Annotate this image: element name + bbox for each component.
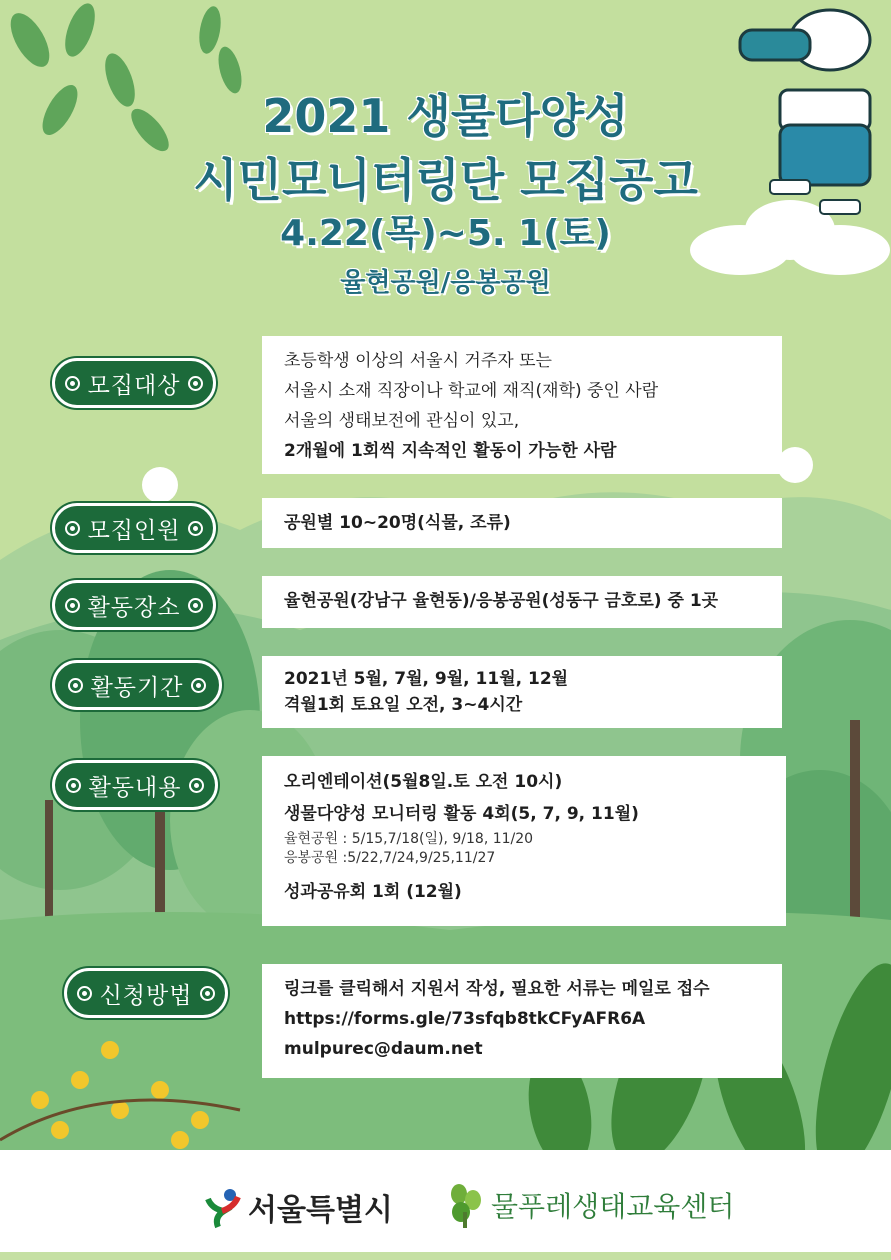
box-line: 오리엔테이션(5월8일.토 오전 10시) xyxy=(284,772,563,792)
box-activities xyxy=(262,756,786,926)
recruitment-dates: 4.22(목)~5. 1(토) xyxy=(280,213,611,254)
box-target xyxy=(262,336,782,474)
box-line: 율현공원(강남구 율현동)/응봉공원(성동구 금호로) 중 1곳 xyxy=(284,591,719,611)
poster-title-line2: 시민모니터링단 모집공고 xyxy=(193,153,698,207)
label-text: 모집대상 xyxy=(87,372,181,399)
bullet-icon xyxy=(79,988,90,999)
seoul-emblem-icon xyxy=(200,1185,244,1229)
box-line: 2021년 5월, 7월, 9월, 11월, 12월 xyxy=(284,669,569,689)
label-text: 신청방법 xyxy=(99,982,193,1009)
label-apply xyxy=(64,968,228,1018)
label-period xyxy=(52,660,222,710)
mulpure-center-logo xyxy=(445,1182,734,1228)
box-line: 초등학생 이상의 서울시 거주자 또는 xyxy=(284,351,552,371)
box-line: 성과공유회 1회 (12월) xyxy=(284,882,462,902)
label-text: 모집인원 xyxy=(87,517,181,544)
box-line: 율현공원 : 5/15,7/18(일), 9/18, 11/20 xyxy=(284,831,534,847)
label-text: 활동장소 xyxy=(87,594,181,621)
box-line: 응봉공원 :5/22,7/24,9/25,11/27 xyxy=(284,850,496,866)
box-location xyxy=(262,576,782,628)
park-names: 율현공원/응봉공원 xyxy=(340,268,551,298)
bullet-icon xyxy=(202,988,213,999)
bullet-icon xyxy=(190,600,201,611)
contact-email[interactable]: mulpurec@daum.net xyxy=(284,1039,483,1059)
bullet-icon xyxy=(68,780,79,791)
bullet-icon xyxy=(190,523,201,534)
seoul-logo-text: 서울특별시 xyxy=(248,1193,393,1228)
box-line: 격월1회 토요일 오전, 3~4시간 xyxy=(284,695,523,715)
bullet-icon xyxy=(67,523,78,534)
footer-bottom-bar xyxy=(0,1252,891,1260)
label-text: 활동기간 xyxy=(90,674,184,701)
box-headcount xyxy=(262,498,782,548)
box-line: 링크를 클릭해서 지원서 작성, 필요한 서류는 메일로 접수 xyxy=(284,979,710,999)
label-headcount xyxy=(52,503,216,553)
seoul-logo xyxy=(200,1185,393,1229)
box-line: 생물다양성 모니터링 활동 4회(5, 7, 9, 11월) xyxy=(284,804,639,824)
box-period xyxy=(262,656,782,728)
bullet-icon xyxy=(191,780,202,791)
poster-title-line1: 2021 생물다양성 xyxy=(262,89,629,143)
bullet-icon xyxy=(193,680,204,691)
label-target xyxy=(52,358,216,408)
box-line: 2개월에 1회씩 지속적인 활동이 가능한 사람 xyxy=(284,441,617,461)
box-line: 서울의 생태보전에 관심이 있고, xyxy=(284,411,520,431)
label-location xyxy=(52,580,216,630)
box-line: 공원별 10~20명(식물, 조류) xyxy=(284,513,511,533)
bullet-icon xyxy=(67,600,78,611)
mulpure-center-text: 물푸레생태교육센터 xyxy=(491,1190,735,1223)
label-activities xyxy=(52,760,218,810)
leaf-logo-icon xyxy=(445,1182,485,1228)
box-line: 서울시 소재 직장이나 학교에 재직(재학) 중인 사람 xyxy=(284,381,659,401)
label-text: 활동내용 xyxy=(88,774,182,801)
bullet-icon xyxy=(70,680,81,691)
bullet-icon xyxy=(190,378,201,389)
box-apply xyxy=(262,964,782,1078)
bullet-icon xyxy=(67,378,78,389)
application-link[interactable]: https://forms.gle/73sfqb8tkCFyAFR6A xyxy=(284,1009,646,1029)
